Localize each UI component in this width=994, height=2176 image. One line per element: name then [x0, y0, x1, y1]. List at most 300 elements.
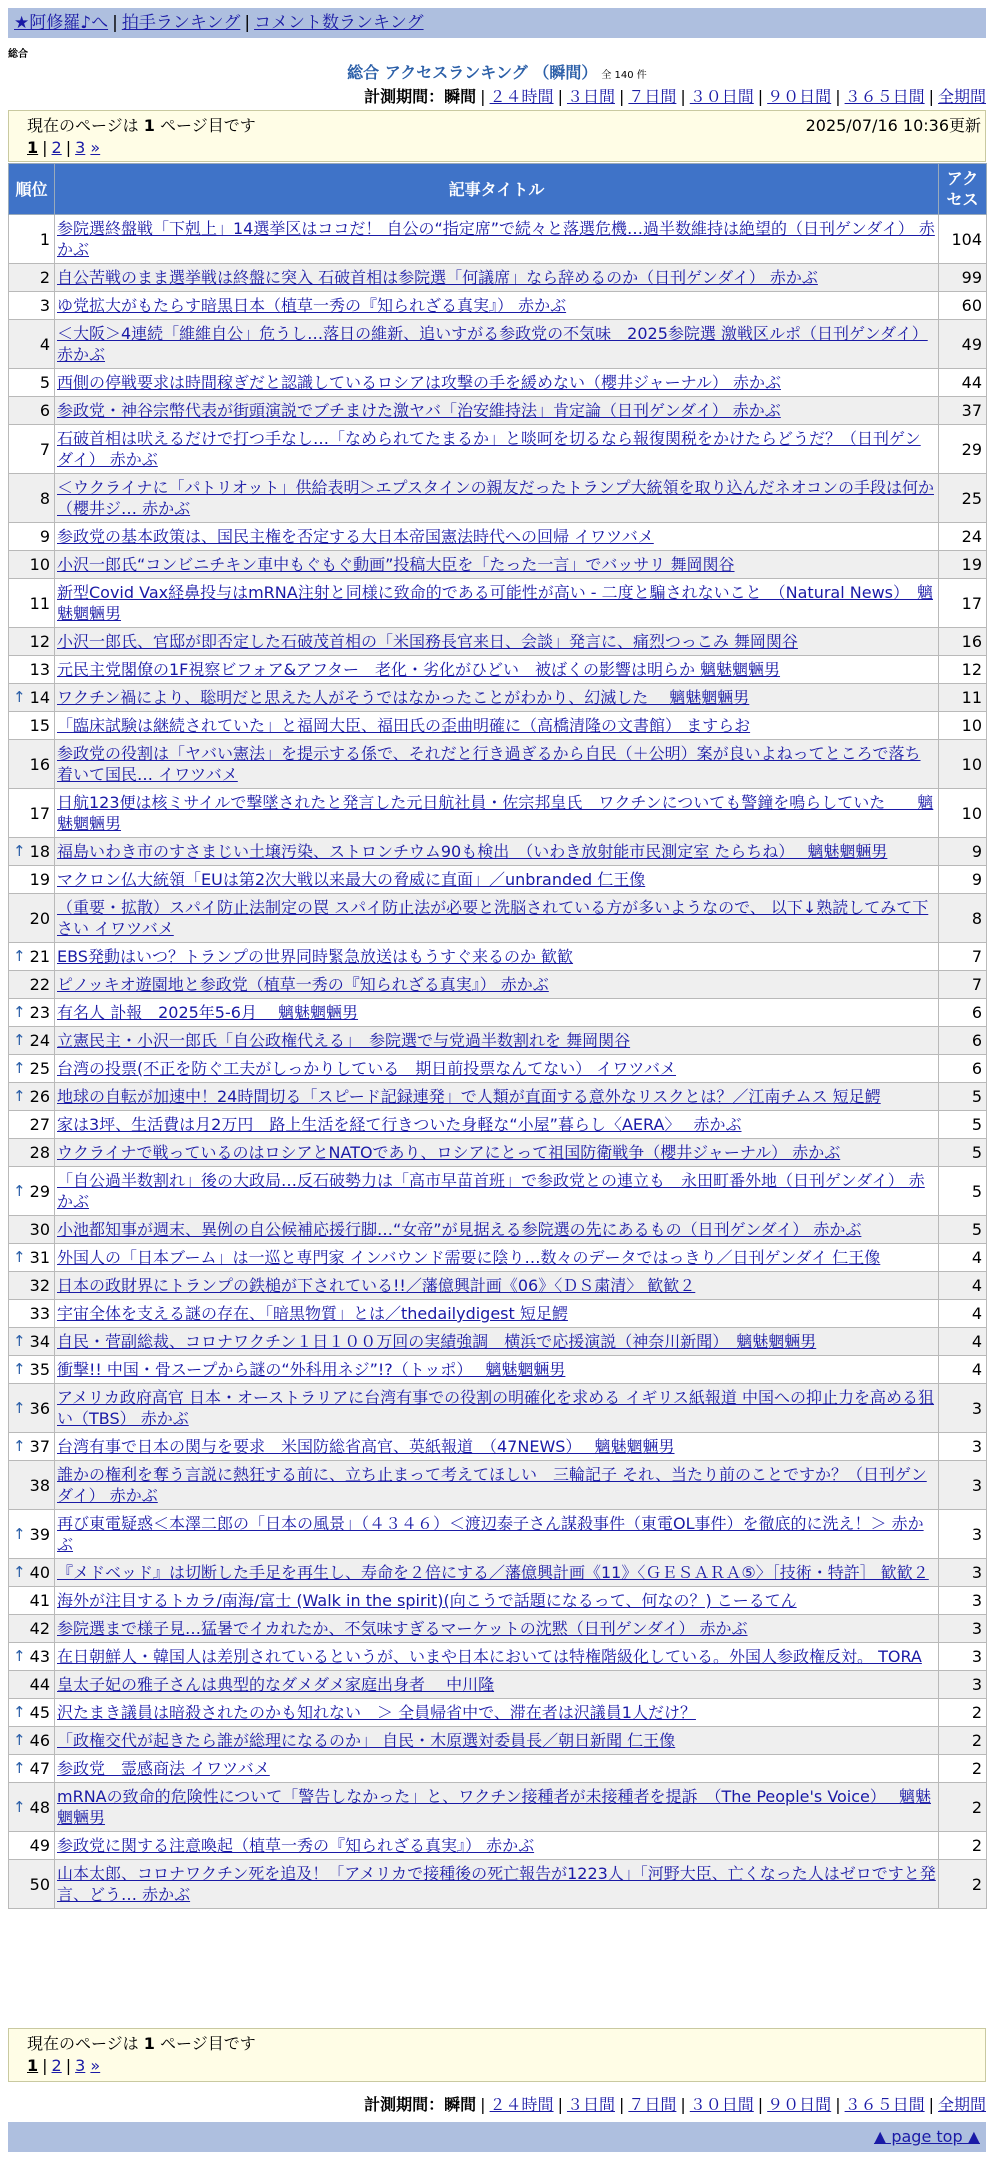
up-arrow-icon: ↑: [13, 688, 26, 706]
title-cell: [55, 1244, 939, 1272]
rank-number: 47: [29, 1759, 50, 1778]
title-cell: [55, 894, 939, 943]
period-label: 計測期間：: [364, 2095, 445, 2114]
access-count: 16: [939, 628, 987, 656]
page-info-top: [8, 110, 986, 162]
comment-ranking-link[interactable]: コメント数ランキング: [254, 13, 424, 33]
rank-number: 41: [29, 1591, 50, 1610]
pagination-link-3[interactable]: 3: [75, 2056, 86, 2075]
title-cell: [55, 1328, 939, 1356]
article-link[interactable]: 小池都知事が週末、異例の自公候補応援行脚…“女帝”が見据える参院選の先にあるもの（日刊ゲンダイ） 赤かぶ: [57, 1220, 862, 1239]
rank-cell: [9, 1356, 55, 1384]
table-row: [9, 1699, 987, 1727]
up-arrow-icon: ↑: [13, 842, 26, 860]
access-count: 9: [939, 838, 987, 866]
access-count: 3: [939, 1671, 987, 1699]
article-link[interactable]: 立憲民主・小沢一郎氏「自公政権代える」 参院選で与党過半数割れを 舞岡関谷: [57, 1031, 631, 1050]
table-row: [9, 579, 987, 628]
table-row: [9, 684, 987, 712]
article-link[interactable]: 家は3坪、生活費は月2万円 路上生活を経て行きついた身軽な“小屋”暮らし〈AERA〉 赤かぶ: [57, 1115, 742, 1134]
rank-cell: [9, 215, 55, 264]
article-link[interactable]: 福島いわき市のすさまじい土壌汚染、ストロンチウム90も検出 （いわき放射能市民測定室 たらちね） 魑魅魍魎男: [57, 842, 888, 861]
table-row: [9, 397, 987, 425]
article-link[interactable]: ピノッキオ遊園地と参政党（植草一秀の『知られざる真実』） 赤かぶ: [57, 975, 549, 994]
table-row: [9, 1384, 987, 1433]
article-link[interactable]: 小沢一郎氏、官邸が即否定した石破茂首相の「米国務長官来日、会談」発言に、痛烈つっこみ 舞岡関谷: [57, 632, 798, 651]
rank-cell: [9, 1433, 55, 1461]
table-row: [9, 1860, 987, 1909]
period-selector-top: [364, 84, 986, 107]
table-row: [9, 838, 987, 866]
access-count: 3: [939, 1433, 987, 1461]
up-arrow-icon: ↑: [13, 1181, 26, 1200]
page-status: [27, 113, 256, 136]
article-link[interactable]: 再び東電疑惑＜本澤二郎の「日本の風景」（４３４６）＜渡辺泰子さん謀殺事件（東電OL事件）を徹底的に洗え！＞ 赤かぶ: [57, 1514, 924, 1554]
period-link-0[interactable]: ２４時間: [489, 87, 554, 106]
period-separator: |: [480, 87, 486, 106]
article-link[interactable]: 自公苦戦のまま選挙戦は終盤に突入 石破首相は参院選「何議席」なら辞めるのか（日刊ゲンダイ） 赤かぶ: [57, 268, 818, 287]
rank-cell: [9, 1671, 55, 1699]
table-row: [9, 551, 987, 579]
access-count: 6: [939, 1027, 987, 1055]
title-cell: [55, 1510, 939, 1559]
article-link[interactable]: ウクライナで戦っているのはロシアとNATOであり、ロシアにとって祖国防衛戦争（櫻井ジャーナル） 赤かぶ: [57, 1143, 841, 1162]
title-cell: [55, 264, 939, 292]
pagination-next-link[interactable]: »: [90, 138, 101, 157]
rank-number: 14: [29, 688, 50, 707]
title-header: 記事タイトル: [55, 164, 939, 215]
title-cell: [55, 1272, 939, 1300]
rank-number: 17: [29, 803, 50, 823]
rank-cell: [9, 369, 55, 397]
pagination-link-2[interactable]: 2: [51, 2056, 62, 2075]
title-cell: [55, 1643, 939, 1671]
table-row: [9, 1216, 987, 1244]
article-link[interactable]: 元民主党閣僚の1F視察ビフォア&アフター 老化・劣化がひどい 被ばくの影響は明らか 魑魅魍魎男: [57, 660, 781, 679]
period-link-5[interactable]: ３６５日間: [844, 2095, 925, 2114]
up-arrow-icon: ↑: [13, 1087, 26, 1105]
article-link[interactable]: ゆ党拡大がもたらす暗黒日本（植草一秀の『知られざる真実』） 赤かぶ: [57, 296, 567, 315]
article-link[interactable]: mRNAの致命的危険性について「警告しなかった」と、ワクチン接種者が未接種者を提訴 （The People's Voice） 魑魅魍魎男: [57, 1787, 931, 1827]
table-row: [9, 1510, 987, 1559]
access-count: 5: [939, 1216, 987, 1244]
access-count: 99: [939, 264, 987, 292]
up-arrow-icon: ↑: [13, 1248, 26, 1266]
access-count: 5: [939, 1083, 987, 1111]
rank-cell: [9, 425, 55, 474]
access-count: 4: [939, 1356, 987, 1384]
article-link[interactable]: 誰かの権利を奪う言説に熱狂する前に、立ち止まって考えてほしい 三輪記子 それ、当たり前のことですか？（日刊ゲンダイ） 赤かぶ: [57, 1465, 927, 1505]
access-count: 10: [939, 789, 987, 838]
article-link[interactable]: 山本太郎、コロナワクチン死を追及！「アメリカで接種後の死亡報告が1223人」「河野大臣、亡くなった人はゼロですと発言、どう… 赤かぶ: [57, 1864, 936, 1904]
rank-number: 12: [29, 632, 50, 651]
rank-cell: [9, 1139, 55, 1167]
access-count: 7: [939, 943, 987, 971]
access-count: 44: [939, 369, 987, 397]
article-link[interactable]: 衝撃!! 中国・骨スープから謎の“外科用ネジ”!?（トッポ） 魑魅魍魎男: [57, 1360, 566, 1379]
page-top-link[interactable]: ▲ page top ▲: [873, 2127, 980, 2146]
title-cell: [55, 943, 939, 971]
period-separator: |: [835, 2095, 841, 2114]
title-cell: [55, 1055, 939, 1083]
title-cell: [55, 1111, 939, 1139]
article-link[interactable]: 小沢一郎氏“コンビニチキン車中もぐもぐ動画”投稿大臣を「たった一言」でバッサリ 舞岡関谷: [57, 555, 735, 574]
rank-cell: [9, 320, 55, 369]
rank-cell: [9, 684, 55, 712]
rank-number: 19: [29, 870, 50, 889]
pagination-separator: |: [65, 138, 72, 157]
access-count: 4: [939, 1300, 987, 1328]
rank-number: 36: [29, 1398, 50, 1418]
article-link[interactable]: 在日朝鮮人・韓国人は差別されているというが、いまや日本においては特権階級化している。外国人参政権反対。 TORA: [57, 1647, 922, 1666]
rank-number: 7: [39, 439, 50, 459]
access-count: 2: [939, 1699, 987, 1727]
table-row: [9, 1027, 987, 1055]
article-link[interactable]: 台湾有事で日本の関与を要求 米国防総省高官、英紙報道 （47NEWS） 魑魅魍魎男: [57, 1437, 675, 1456]
article-link[interactable]: 『メドベッド』は切断した手足を再生し、寿命を２倍にする／藩億興計画《11》〈ＧＥＳＡＲＡ⑤〉［技術・特許］ 歓歓２: [57, 1563, 929, 1582]
rank-cell: [9, 1111, 55, 1139]
title-cell: [55, 292, 939, 320]
up-arrow-icon: ↑: [13, 1797, 26, 1816]
article-link[interactable]: 参政党 霊感商法 イワツバメ: [57, 1759, 270, 1778]
access-count: 5: [939, 1139, 987, 1167]
period-separator: |: [928, 2095, 934, 2114]
page-status: [27, 2031, 256, 2054]
table-row: [9, 369, 987, 397]
article-link[interactable]: 西側の停戦要求は時間稼ぎだと認識しているロシアは攻撃の手を緩めない（櫻井ジャーナル） 赤かぶ: [57, 373, 781, 392]
rank-cell: [9, 1461, 55, 1510]
pagination-separator: |: [65, 2056, 72, 2075]
access-count: 24: [939, 523, 987, 551]
rank-cell: [9, 1300, 55, 1328]
table-row: [9, 1244, 987, 1272]
table-row: [9, 1328, 987, 1356]
article-link[interactable]: 皇太子妃の雅子さんは典型的なダメダメ家庭出身者 中川隆: [57, 1675, 495, 1694]
article-link[interactable]: 参政党の役割は「ヤバい憲法」を提示する係で、それだと行き過ぎるから自民（＋公明）案が良いよねってところで落ち着いて国民… イワツバメ: [57, 744, 921, 784]
period-link-6[interactable]: 全期間: [937, 2095, 986, 2114]
title-cell: [55, 1356, 939, 1384]
article-link[interactable]: 日航123便は核ミサイルで撃墜されたと発言した元日航社員・佐宗邦皇氏 ワクチンについても警鐘を鳴らしていた 魑魅魍魎男: [57, 793, 934, 833]
up-arrow-icon: ↑: [13, 1731, 26, 1749]
rank-cell: [9, 1699, 55, 1727]
rank-number: 10: [29, 555, 50, 574]
rank-cell: [9, 1510, 55, 1559]
total-count: 全 140 件: [601, 70, 647, 81]
updated-timestamp: 2025/07/16 10:36更新: [805, 116, 981, 135]
article-link[interactable]: 自民・菅副総裁、コロナワクチン１日１００万回の実績強調 横浜で応援演説（神奈川新聞） 魑魅魍魎男: [57, 1332, 817, 1351]
access-count: 2: [939, 1783, 987, 1832]
period-separator: |: [835, 87, 841, 106]
article-link[interactable]: 新型Covid Vax経鼻投与はmRNA注射と同様に致命的である可能性が高い - 二度と騙されないこと （Natural News） 魑魅魍魎男: [57, 583, 933, 623]
rank-number: 28: [29, 1143, 50, 1162]
up-arrow-icon: ↑: [13, 1563, 26, 1581]
title-cell: [55, 628, 939, 656]
title-cell: [55, 1587, 939, 1615]
title-cell: [55, 1559, 939, 1587]
period-separator: |: [757, 2095, 764, 2114]
title-cell: [55, 1433, 939, 1461]
rank-number: 45: [29, 1703, 50, 1722]
period-label: 計測期間：: [364, 87, 445, 106]
article-link[interactable]: 「自公過半数割れ」後の大政局…反石破勢力は「高市早苗首班」で参政党との連立も 永田町番外地（日刊ゲンダイ） 赤かぶ: [57, 1171, 925, 1211]
up-arrow-icon: ↑: [13, 1398, 26, 1417]
access-count: 25: [939, 474, 987, 523]
table-row: [9, 1755, 987, 1783]
rank-cell: [9, 1783, 55, 1832]
rank-number: 2: [39, 268, 50, 287]
access-count: 19: [939, 551, 987, 579]
rank-cell: [9, 838, 55, 866]
rank-number: 37: [29, 1437, 50, 1456]
article-link[interactable]: 参院選終盤戦「下剋上」14選挙区はココだ！ 自公の“指定席”で続々と落選危機…過半数維持は絶望的（日刊ゲンダイ） 赤かぶ: [57, 219, 935, 259]
table-row: [9, 1587, 987, 1615]
article-link[interactable]: 石破首相は吠えるだけで打つ手なし…「なめられてたまるか」と啖呵を切るなら報復関税をかけたらどうだ？（日刊ゲンダイ） 赤かぶ: [57, 429, 921, 469]
title-cell: [55, 320, 939, 369]
access-count: 12: [939, 656, 987, 684]
rank-cell: [9, 292, 55, 320]
rank-cell: [9, 1272, 55, 1300]
pagination-next-link[interactable]: »: [90, 2056, 101, 2075]
rank-number: 29: [29, 1181, 50, 1201]
title-cell: [55, 1860, 939, 1909]
title-cell: [55, 474, 939, 523]
title-cell: [55, 789, 939, 838]
rank-cell: [9, 264, 55, 292]
title-cell: [55, 1384, 939, 1433]
rank-number: 18: [29, 842, 50, 861]
rank-cell: [9, 1216, 55, 1244]
access-count: 6: [939, 999, 987, 1027]
rank-cell: [9, 1587, 55, 1615]
rank-number: 38: [29, 1475, 50, 1495]
period-separator: |: [480, 2095, 486, 2114]
rank-number: 32: [29, 1276, 50, 1295]
table-row: [9, 320, 987, 369]
table-row: [9, 866, 987, 894]
rank-cell: [9, 999, 55, 1027]
rank-cell: [9, 866, 55, 894]
access-count: 2: [939, 1727, 987, 1755]
pagination-current: 1: [27, 138, 39, 157]
period-link-4[interactable]: ９０日間: [767, 2095, 832, 2114]
period-separator: |: [557, 87, 563, 106]
up-arrow-icon: ↑: [13, 1031, 26, 1049]
article-link[interactable]: マクロン仏大統領「EUは第2次大戦以来最大の脅威に直面」／unbranded 仁王像: [57, 870, 646, 889]
table-row: [9, 292, 987, 320]
access-count: 3: [939, 1643, 987, 1671]
article-link[interactable]: （重要・拡散）スパイ防止法制定の罠 スパイ防止法が必要と洗脳されている方が多いようなので、 以下↓熟読してみて下さい イワツバメ: [57, 898, 929, 938]
rank-number: 44: [29, 1675, 50, 1694]
page-status-suffix: ページ目です: [160, 116, 256, 135]
article-link[interactable]: 「臨床試験は継続されていた」と福岡大臣、福田氏の歪曲明確に（高橋清隆の文書館） ますらお: [57, 716, 751, 735]
up-arrow-icon: ↑: [13, 1003, 26, 1021]
article-link[interactable]: 宇宙全体を支える謎の存在、「暗黒物質」とは／thedailydigest 短足鰐: [57, 1304, 568, 1323]
access-count: 29: [939, 425, 987, 474]
rank-cell: [9, 628, 55, 656]
period-current: 瞬間: [444, 87, 477, 106]
table-header: [9, 164, 987, 215]
nav-separator: |: [112, 13, 118, 33]
access-count: 3: [939, 1461, 987, 1510]
title-cell: [55, 397, 939, 425]
article-link[interactable]: 「政権交代が起きたら誰が総理になるのか」 自民・木原選対委員長／朝日新聞 仁王像: [57, 1731, 676, 1750]
rank-cell: [9, 1615, 55, 1643]
article-link[interactable]: 日本の政財界にトランプの鉄槌が下されている!!／藩億興計画《06》〈ＤＳ粛清〉 歓歓２: [57, 1276, 696, 1295]
rank-number: 5: [39, 373, 50, 392]
pagination-separator: |: [42, 2056, 48, 2075]
period-link-5[interactable]: ３６５日間: [844, 87, 925, 106]
period-separator: |: [680, 2095, 686, 2114]
access-count: 37: [939, 397, 987, 425]
rank-number: 35: [29, 1360, 50, 1379]
period-link-1[interactable]: ３日間: [566, 2095, 615, 2114]
up-arrow-icon: ↑: [13, 1360, 26, 1378]
title-cell: [55, 838, 939, 866]
article-link[interactable]: 参政党の基本政策は、国民主権を否定する大日本帝国憲法時代への回帰 イワツバメ: [57, 527, 654, 546]
table-row: [9, 425, 987, 474]
period-link-3[interactable]: ３０日間: [689, 87, 754, 106]
article-link[interactable]: 台湾の投票(不正を防ぐ工夫がしっかりしている 期日前投票なんてない） イワツバメ: [57, 1059, 677, 1078]
title-cell: [55, 215, 939, 264]
access-count: 17: [939, 579, 987, 628]
access-count: 8: [939, 894, 987, 943]
article-link[interactable]: 参院選まで様子見…猛暑でイカれたか、不気味すぎるマーケットの沈黙（日刊ゲンダイ） 赤かぶ: [57, 1619, 748, 1638]
home-link[interactable]: ★阿修羅♪へ: [14, 13, 109, 33]
table-row: [9, 999, 987, 1027]
table-row: [9, 943, 987, 971]
up-arrow-icon: ↑: [13, 1647, 26, 1665]
article-link[interactable]: 参政党に関する注意喚起（植草一秀の『知られざる真実』） 赤かぶ: [57, 1836, 535, 1855]
pagination-separator: |: [42, 138, 48, 157]
bottom-bar: [8, 2122, 986, 2152]
pagination-link-2[interactable]: 2: [51, 138, 62, 157]
access-count: 10: [939, 712, 987, 740]
table-row: [9, 1671, 987, 1699]
article-link[interactable]: アメリカ政府高官 日本・オーストラリアに台湾有事での役割の明確化を求める イギリス紙報道 中国への抑止力を高める狙い（TBS） 赤かぶ: [57, 1388, 935, 1428]
article-link[interactable]: 参政党・神谷宗幣代表が街頭演説でブチまけた激ヤバ「治安維持法」肯定論（日刊ゲンダイ） 赤かぶ: [57, 401, 781, 420]
current-page-number: 1: [143, 116, 155, 135]
rank-number: 50: [29, 1874, 50, 1894]
article-link[interactable]: 地球の自転が加速中！24時間切る「スピード記録連発」で人類が直面する意外なリスクとは？／江南チムス 短足鰐: [57, 1087, 881, 1106]
period-separator: |: [618, 2095, 625, 2114]
period-link-4[interactable]: ９０日間: [767, 87, 832, 106]
article-link[interactable]: 有名人 訃報 2025年5-6月 魑魅魍魎男: [57, 1003, 359, 1022]
rank-cell: [9, 1860, 55, 1909]
access-count: 5: [939, 1167, 987, 1216]
rank-number: 21: [29, 947, 50, 966]
rank-cell: [9, 740, 55, 789]
article-link[interactable]: 沢たまき議員は暗殺されたのかも知れない ＞ 全員帰省中で、滞在者は沢議員1人だけ？: [57, 1703, 696, 1722]
period-link-2[interactable]: ７日間: [628, 87, 677, 106]
period-link-6[interactable]: 全期間: [937, 87, 986, 106]
rank-cell: [9, 1328, 55, 1356]
article-link[interactable]: ＜ウクライナに「パトリオット」供給表明＞エプスタインの親友だったトランプ大統領を取り込んだネオコンの手段は何か（櫻井ジ… 赤かぶ: [57, 478, 934, 518]
period-selector-bottom: [364, 2092, 986, 2115]
article-link[interactable]: EBS発動はいつ？トランプの世界同時緊急放送はもうすぐ来るのか 歓歓: [57, 947, 574, 966]
article-link[interactable]: 外国人の「日本ブーム」は一巡と専門家 インバウンド需要に陰り…数々のデータではっきり／日刊ゲンダイ 仁王像: [57, 1248, 881, 1267]
access-count: 3: [939, 1510, 987, 1559]
rank-number: 22: [29, 975, 50, 994]
access-count: 7: [939, 971, 987, 999]
period-link-3[interactable]: ３０日間: [689, 2095, 754, 2114]
table-row: [9, 1167, 987, 1216]
rank-cell: [9, 1244, 55, 1272]
rank-cell: [9, 1832, 55, 1860]
table-row: [9, 1083, 987, 1111]
rank-cell: [9, 1083, 55, 1111]
table-row: [9, 1300, 987, 1328]
access-count: 10: [939, 740, 987, 789]
table-row: [9, 1461, 987, 1510]
pagination-link-3[interactable]: 3: [75, 138, 86, 157]
title-cell: [55, 1755, 939, 1783]
access-count: 49: [939, 320, 987, 369]
rank-header: 順位: [9, 164, 55, 215]
up-arrow-icon: ↑: [13, 1759, 26, 1777]
title-cell: [55, 656, 939, 684]
rank-number: 24: [29, 1031, 50, 1050]
pagination-current: 1: [27, 2056, 39, 2075]
article-link[interactable]: 海外が注目するトカラ/南海/富士 (Walk in the spirit)(向こうで話題になるって、何なの？) こーるてん: [57, 1591, 797, 1610]
rank-number: 39: [29, 1524, 50, 1544]
table-row: [9, 656, 987, 684]
table-row: [9, 712, 987, 740]
period-link-1[interactable]: ３日間: [566, 87, 615, 106]
rank-number: 1: [39, 229, 50, 249]
title-cell: [55, 369, 939, 397]
period-link-2[interactable]: ７日間: [628, 2095, 677, 2114]
title-cell: [55, 866, 939, 894]
period-current: 瞬間: [444, 2095, 477, 2114]
period-separator: |: [757, 87, 764, 106]
title-cell: [55, 1783, 939, 1832]
rank-number: 46: [29, 1731, 50, 1750]
rank-number: 34: [29, 1332, 50, 1351]
rank-number: 43: [29, 1647, 50, 1666]
access-count: 104: [939, 215, 987, 264]
rank-number: 9: [39, 527, 50, 546]
title-cell: [55, 1083, 939, 1111]
article-link[interactable]: ワクチン禍により、聡明だと思えた人がそうではなかったことがわかり、幻滅した 魑魅魍魎男: [57, 688, 750, 707]
access-count: 3: [939, 1384, 987, 1433]
table-row: [9, 1433, 987, 1461]
rank-cell: [9, 523, 55, 551]
title-cell: [55, 1671, 939, 1699]
table-row: [9, 971, 987, 999]
title-cell: [55, 1300, 939, 1328]
rank-cell: [9, 656, 55, 684]
rank-number: 25: [29, 1059, 50, 1078]
period-link-0[interactable]: ２４時間: [489, 2095, 554, 2114]
table-row: [9, 1643, 987, 1671]
rank-cell: [9, 712, 55, 740]
table-row: [9, 1727, 987, 1755]
access-count: 9: [939, 866, 987, 894]
pagination: [27, 138, 100, 157]
access-count: 2: [939, 1832, 987, 1860]
rank-number: 42: [29, 1619, 50, 1638]
up-arrow-icon: ↑: [13, 1524, 26, 1543]
rank-number: 31: [29, 1248, 50, 1267]
access-count: 2: [939, 1755, 987, 1783]
table-row: [9, 789, 987, 838]
access-count: 3: [939, 1615, 987, 1643]
ranking-rows: [9, 215, 987, 1909]
rank-cell: [9, 789, 55, 838]
rank-number: 26: [29, 1087, 50, 1106]
article-link[interactable]: ＜大阪＞4連続「維維自公」危うし…落日の維新、追いすがる参政党の不気味 2025参院選 激戦区ルポ（日刊ゲンダイ） 赤かぶ: [57, 324, 928, 364]
clap-ranking-link[interactable]: 拍手ランキング: [121, 13, 241, 33]
